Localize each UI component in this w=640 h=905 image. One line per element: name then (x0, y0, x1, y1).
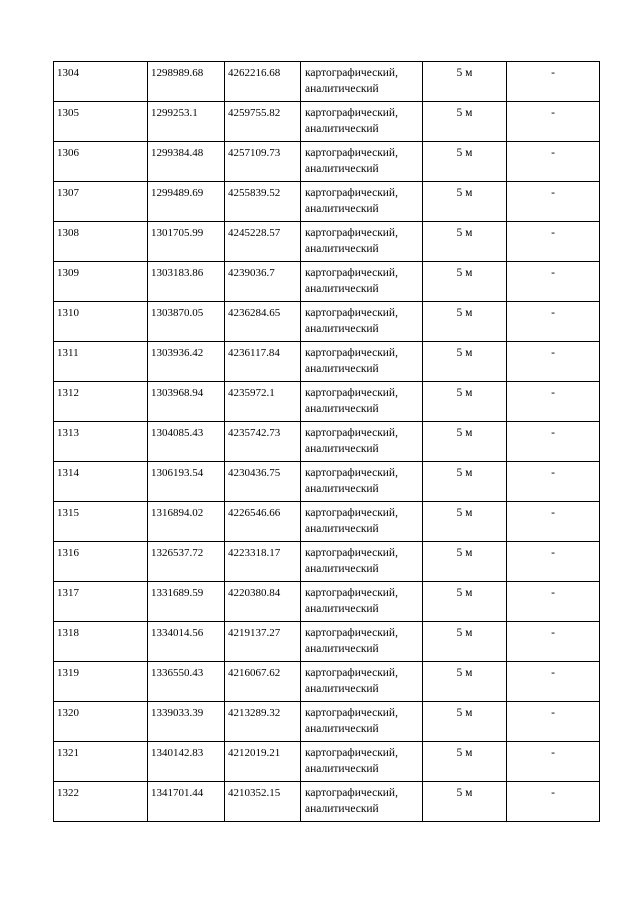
y-coordinate: 4210352.15 (228, 787, 281, 799)
y-coordinate-cell (225, 582, 301, 622)
table-row (54, 222, 600, 262)
y-coordinate-cell (225, 622, 301, 662)
y-coordinate-cell (225, 782, 301, 822)
point-number: 1314 (57, 467, 79, 479)
method-line-2: аналитический (305, 402, 379, 415)
method-cell (301, 582, 423, 622)
x-coordinate-cell (148, 62, 225, 102)
x-coordinate: 1299489.69 (151, 187, 204, 199)
point-number-cell (54, 142, 148, 182)
accuracy-cell (423, 622, 507, 662)
method-line-1: картографический, (305, 387, 398, 399)
accuracy-cell (423, 542, 507, 582)
x-coordinate-cell (148, 462, 225, 502)
method-line-1: картографический, (305, 467, 398, 479)
y-coordinate: 4230436.75 (228, 467, 281, 479)
y-coordinate-cell (225, 662, 301, 702)
method-line-1: картографический, (305, 587, 398, 599)
coordinates-table (53, 61, 600, 822)
note-cell (507, 382, 600, 422)
x-coordinate: 1316894.02 (151, 507, 204, 519)
point-number-cell (54, 422, 148, 462)
point-number-cell (54, 62, 148, 102)
note-value: - (551, 747, 555, 759)
note-value: - (551, 307, 555, 319)
x-coordinate-cell (148, 622, 225, 662)
x-coordinate: 1299253.1 (151, 107, 198, 119)
note-cell (507, 542, 600, 582)
table-row (54, 102, 600, 142)
x-coordinate-cell (148, 382, 225, 422)
table-row (54, 702, 600, 742)
y-coordinate: 4219137.27 (228, 627, 281, 639)
method-line-2: аналитический (305, 722, 379, 735)
point-number: 1318 (57, 627, 79, 639)
y-coordinate: 4245228.57 (228, 227, 281, 239)
y-coordinate: 4235972.1 (228, 387, 275, 399)
y-coordinate-cell (225, 222, 301, 262)
x-coordinate: 1303968.94 (151, 387, 204, 399)
point-number: 1305 (57, 107, 79, 119)
note-value: - (551, 587, 555, 599)
y-coordinate: 4235742.73 (228, 427, 281, 439)
accuracy-value: 5 м (456, 187, 473, 199)
x-coordinate-cell (148, 182, 225, 222)
x-coordinate: 1301705.99 (151, 227, 204, 239)
note-value: - (551, 787, 555, 799)
table-row (54, 622, 600, 662)
method-cell (301, 182, 423, 222)
method-line-1: картографический, (305, 267, 398, 279)
x-coordinate: 1298989.68 (151, 67, 204, 79)
accuracy-cell (423, 582, 507, 622)
method-line-2: аналитический (305, 122, 379, 135)
point-number-cell (54, 382, 148, 422)
point-number-cell (54, 302, 148, 342)
x-coordinate: 1336550.43 (151, 667, 204, 679)
point-number-cell (54, 582, 148, 622)
note-value: - (551, 107, 555, 119)
point-number: 1316 (57, 547, 79, 559)
method-line-2: аналитический (305, 322, 379, 335)
accuracy-value: 5 м (456, 387, 473, 399)
point-number: 1307 (57, 187, 79, 199)
method-line-1: картографический, (305, 627, 398, 639)
accuracy-cell (423, 102, 507, 142)
note-value: - (551, 67, 555, 79)
point-number-cell (54, 262, 148, 302)
x-coordinate-cell (148, 102, 225, 142)
method-line-1: картографический, (305, 107, 398, 119)
accuracy-cell (423, 222, 507, 262)
x-coordinate: 1304085.43 (151, 427, 204, 439)
note-cell (507, 262, 600, 302)
method-line-1: картографический, (305, 307, 398, 319)
accuracy-value: 5 м (456, 747, 473, 759)
y-coordinate-cell (225, 742, 301, 782)
point-number: 1308 (57, 227, 79, 239)
method-cell (301, 422, 423, 462)
note-value: - (551, 227, 555, 239)
y-coordinate: 4213289.32 (228, 707, 281, 719)
y-coordinate-cell (225, 182, 301, 222)
table-row (54, 542, 600, 582)
y-coordinate-cell (225, 502, 301, 542)
note-value: - (551, 547, 555, 559)
x-coordinate: 1334014.56 (151, 627, 204, 639)
note-value: - (551, 347, 555, 359)
accuracy-value: 5 м (456, 507, 473, 519)
point-number: 1309 (57, 267, 79, 279)
method-line-2: аналитический (305, 762, 379, 775)
x-coordinate-cell (148, 502, 225, 542)
x-coordinate: 1339033.39 (151, 707, 204, 719)
method-cell (301, 382, 423, 422)
accuracy-value: 5 м (456, 587, 473, 599)
y-coordinate: 4239036.7 (228, 267, 275, 279)
x-coordinate-cell (148, 662, 225, 702)
method-line-1: картографический, (305, 787, 398, 799)
note-value: - (551, 627, 555, 639)
note-value: - (551, 667, 555, 679)
x-coordinate-cell (148, 542, 225, 582)
note-value: - (551, 187, 555, 199)
coordinates-table-body (54, 62, 600, 822)
note-value: - (551, 707, 555, 719)
point-number: 1304 (57, 67, 79, 79)
method-line-1: картографический, (305, 547, 398, 559)
y-coordinate: 4259755.82 (228, 107, 281, 119)
note-cell (507, 102, 600, 142)
accuracy-value: 5 м (456, 67, 473, 79)
accuracy-value: 5 м (456, 427, 473, 439)
method-cell (301, 502, 423, 542)
y-coordinate: 4223318.17 (228, 547, 281, 559)
y-coordinate: 4236284.65 (228, 307, 281, 319)
y-coordinate: 4216067.62 (228, 667, 281, 679)
point-number-cell (54, 622, 148, 662)
note-cell (507, 782, 600, 822)
x-coordinate-cell (148, 702, 225, 742)
point-number-cell (54, 782, 148, 822)
point-number: 1317 (57, 587, 79, 599)
method-cell (301, 622, 423, 662)
method-cell (301, 462, 423, 502)
table-row (54, 502, 600, 542)
method-cell (301, 662, 423, 702)
y-coordinate: 4220380.84 (228, 587, 281, 599)
x-coordinate: 1303936.42 (151, 347, 204, 359)
accuracy-cell (423, 502, 507, 542)
x-coordinate: 1331689.59 (151, 587, 204, 599)
method-line-1: картографический, (305, 67, 398, 79)
method-line-2: аналитический (305, 682, 379, 695)
method-cell (301, 102, 423, 142)
method-line-1: картографический, (305, 347, 398, 359)
x-coordinate: 1303183.86 (151, 267, 204, 279)
y-coordinate-cell (225, 262, 301, 302)
y-coordinate-cell (225, 382, 301, 422)
method-line-1: картографический, (305, 227, 398, 239)
accuracy-value: 5 м (456, 547, 473, 559)
y-coordinate-cell (225, 102, 301, 142)
table-row (54, 262, 600, 302)
table-row (54, 462, 600, 502)
method-line-2: аналитический (305, 802, 379, 815)
note-cell (507, 702, 600, 742)
y-coordinate-cell (225, 542, 301, 582)
method-line-1: картографический, (305, 427, 398, 439)
method-line-1: картографический, (305, 147, 398, 159)
x-coordinate: 1303870.05 (151, 307, 204, 319)
point-number: 1315 (57, 507, 79, 519)
method-cell (301, 302, 423, 342)
accuracy-value: 5 м (456, 307, 473, 319)
accuracy-cell (423, 262, 507, 302)
table-row (54, 662, 600, 702)
note-value: - (551, 507, 555, 519)
accuracy-value: 5 м (456, 347, 473, 359)
y-coordinate: 4257109.73 (228, 147, 281, 159)
method-line-2: аналитический (305, 442, 379, 455)
y-coordinate: 4255839.52 (228, 187, 281, 199)
accuracy-value: 5 м (456, 107, 473, 119)
point-number: 1306 (57, 147, 79, 159)
point-number-cell (54, 502, 148, 542)
method-line-1: картографический, (305, 707, 398, 719)
method-line-2: аналитический (305, 602, 379, 615)
table-row (54, 422, 600, 462)
table-row (54, 382, 600, 422)
point-number: 1319 (57, 667, 79, 679)
accuracy-cell (423, 662, 507, 702)
note-value: - (551, 427, 555, 439)
x-coordinate: 1341701.44 (151, 787, 204, 799)
method-line-2: аналитический (305, 522, 379, 535)
method-line-2: аналитический (305, 642, 379, 655)
note-value: - (551, 147, 555, 159)
accuracy-cell (423, 182, 507, 222)
accuracy-value: 5 м (456, 227, 473, 239)
method-cell (301, 742, 423, 782)
method-line-2: аналитический (305, 282, 379, 295)
method-line-1: картографический, (305, 667, 398, 679)
note-value: - (551, 387, 555, 399)
method-cell (301, 142, 423, 182)
x-coordinate: 1306193.54 (151, 467, 204, 479)
point-number-cell (54, 342, 148, 382)
accuracy-cell (423, 342, 507, 382)
accuracy-value: 5 м (456, 147, 473, 159)
table-row (54, 142, 600, 182)
method-cell (301, 62, 423, 102)
x-coordinate: 1299384.48 (151, 147, 204, 159)
accuracy-cell (423, 302, 507, 342)
accuracy-value: 5 м (456, 667, 473, 679)
note-cell (507, 422, 600, 462)
method-cell (301, 782, 423, 822)
table-row (54, 782, 600, 822)
y-coordinate-cell (225, 142, 301, 182)
accuracy-cell (423, 702, 507, 742)
note-cell (507, 62, 600, 102)
table-row (54, 302, 600, 342)
method-line-2: аналитический (305, 482, 379, 495)
accuracy-cell (423, 742, 507, 782)
accuracy-value: 5 м (456, 627, 473, 639)
y-coordinate: 4262216.68 (228, 67, 281, 79)
y-coordinate: 4212019.21 (228, 747, 281, 759)
method-cell (301, 222, 423, 262)
method-line-1: картографический, (305, 187, 398, 199)
table-row (54, 182, 600, 222)
point-number-cell (54, 702, 148, 742)
x-coordinate-cell (148, 582, 225, 622)
point-number-cell (54, 742, 148, 782)
note-cell (507, 502, 600, 542)
y-coordinate-cell (225, 462, 301, 502)
point-number: 1311 (57, 347, 79, 359)
note-cell (507, 142, 600, 182)
method-line-2: аналитический (305, 162, 379, 175)
table-row (54, 342, 600, 382)
note-cell (507, 662, 600, 702)
y-coordinate: 4236117.84 (228, 347, 280, 359)
accuracy-cell (423, 142, 507, 182)
method-line-1: картографический, (305, 507, 398, 519)
table-row (54, 742, 600, 782)
point-number-cell (54, 542, 148, 582)
accuracy-cell (423, 782, 507, 822)
note-cell (507, 302, 600, 342)
accuracy-cell (423, 382, 507, 422)
point-number: 1313 (57, 427, 79, 439)
method-line-1: картографический, (305, 747, 398, 759)
accuracy-cell (423, 462, 507, 502)
method-line-2: аналитический (305, 362, 379, 375)
method-line-2: аналитический (305, 202, 379, 215)
accuracy-value: 5 м (456, 787, 473, 799)
method-cell (301, 262, 423, 302)
x-coordinate-cell (148, 742, 225, 782)
point-number-cell (54, 662, 148, 702)
x-coordinate-cell (148, 782, 225, 822)
table-row (54, 582, 600, 622)
accuracy-value: 5 м (456, 467, 473, 479)
table-row (54, 62, 600, 102)
method-line-2: аналитический (305, 562, 379, 575)
point-number: 1310 (57, 307, 79, 319)
x-coordinate-cell (148, 302, 225, 342)
point-number: 1320 (57, 707, 79, 719)
y-coordinate-cell (225, 702, 301, 742)
x-coordinate-cell (148, 262, 225, 302)
method-line-2: аналитический (305, 82, 379, 95)
method-cell (301, 542, 423, 582)
note-cell (507, 582, 600, 622)
x-coordinate-cell (148, 222, 225, 262)
y-coordinate-cell (225, 62, 301, 102)
accuracy-cell (423, 62, 507, 102)
x-coordinate-cell (148, 142, 225, 182)
point-number-cell (54, 462, 148, 502)
note-cell (507, 622, 600, 662)
note-value: - (551, 267, 555, 279)
note-cell (507, 742, 600, 782)
point-number: 1312 (57, 387, 79, 399)
y-coordinate: 4226546.66 (228, 507, 281, 519)
y-coordinate-cell (225, 422, 301, 462)
note-cell (507, 182, 600, 222)
point-number-cell (54, 102, 148, 142)
y-coordinate-cell (225, 342, 301, 382)
x-coordinate: 1326537.72 (151, 547, 204, 559)
x-coordinate-cell (148, 342, 225, 382)
point-number: 1321 (57, 747, 79, 759)
y-coordinate-cell (225, 302, 301, 342)
point-number-cell (54, 222, 148, 262)
note-cell (507, 462, 600, 502)
accuracy-value: 5 м (456, 707, 473, 719)
method-cell (301, 702, 423, 742)
note-cell (507, 222, 600, 262)
point-number: 1322 (57, 787, 79, 799)
method-cell (301, 342, 423, 382)
accuracy-value: 5 м (456, 267, 473, 279)
point-number-cell (54, 182, 148, 222)
note-cell (507, 342, 600, 382)
note-value: - (551, 467, 555, 479)
x-coordinate: 1340142.83 (151, 747, 204, 759)
method-line-2: аналитический (305, 242, 379, 255)
x-coordinate-cell (148, 422, 225, 462)
accuracy-cell (423, 422, 507, 462)
